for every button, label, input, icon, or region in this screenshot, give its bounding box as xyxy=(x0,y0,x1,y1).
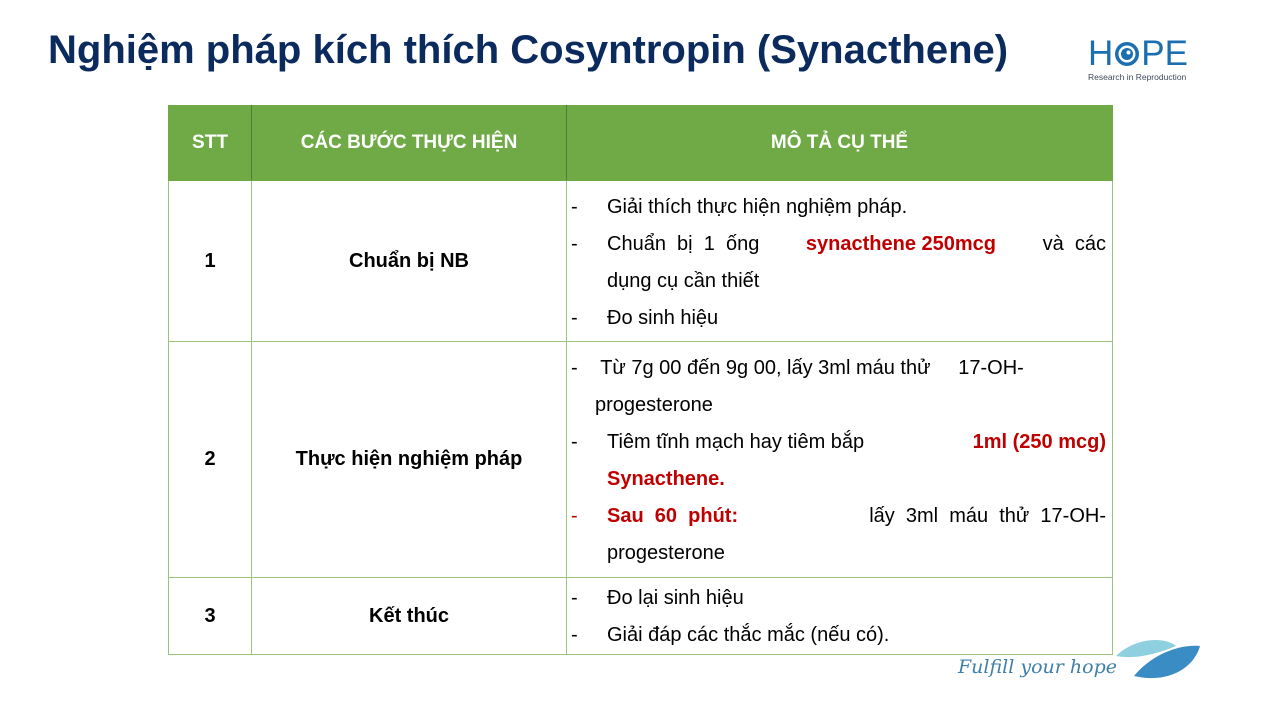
item-text: Giải thích thực hiện nghiệm pháp. xyxy=(607,196,908,218)
hope-logo xyxy=(1088,36,1208,86)
header-stt: STT xyxy=(169,106,252,181)
tagline: Fulfill your hope xyxy=(958,656,1117,678)
item-text: Sau 60 phút: lấy 3ml máu thử 17-OH- progesterone xyxy=(607,498,1106,572)
logo-wordmark xyxy=(1088,36,1188,71)
list-item xyxy=(571,498,1106,572)
logo-letters-pe: PE xyxy=(1141,34,1188,73)
list-item xyxy=(571,226,1106,300)
eye-icon xyxy=(1114,41,1140,67)
table-row xyxy=(169,181,1113,342)
bullet-dash: - xyxy=(571,505,578,527)
row-number: 2 xyxy=(169,342,252,578)
step-description xyxy=(567,342,1113,578)
step-name: Thực hiện nghiệm pháp xyxy=(252,342,567,578)
list-item xyxy=(571,300,1106,337)
header-desc: MÔ TẢ CỤ THỂ xyxy=(567,106,1113,181)
highlight-text: Sau 60 phút: xyxy=(607,505,739,527)
slide-title: Nghiệm pháp kích thích Cosyntropin (Synacthene) xyxy=(48,28,1009,72)
list-item xyxy=(571,424,1106,498)
bullet-dash: - xyxy=(571,587,578,609)
list-item xyxy=(571,189,1106,226)
bullet-dash: - xyxy=(571,431,578,453)
step-description xyxy=(567,578,1113,655)
item-text: Đo lại sinh hiệu xyxy=(607,587,744,609)
list-item xyxy=(571,350,1106,424)
item-text: Giải đáp các thắc mắc (nếu có). xyxy=(607,624,890,646)
logo-subtitle: Research in Reproduction xyxy=(1088,72,1187,82)
leaf-logo-icon xyxy=(1114,636,1204,684)
row-number: 1 xyxy=(169,181,252,342)
table-row xyxy=(169,578,1113,655)
bullet-dash: - xyxy=(571,307,578,329)
logo-letters-h: H xyxy=(1088,34,1114,73)
row-number: 3 xyxy=(169,578,252,655)
bullet-dash: - xyxy=(571,233,578,255)
bullet-dash: - xyxy=(571,624,578,646)
bullet-dash: - xyxy=(571,196,578,218)
item-text: Tiêm tĩnh mạch hay tiêm bắp 1ml (250 mcg) Synacthene. xyxy=(607,424,1106,498)
header-step: CÁC BƯỚC THỰC HIỆN xyxy=(252,106,567,181)
item-text: Từ 7g 00 đến 9g 00, lấy 3ml máu thử 17-OH- progesterone xyxy=(595,357,1024,416)
list-item xyxy=(571,617,1106,654)
table-row xyxy=(169,342,1113,578)
procedure-table xyxy=(168,105,1113,655)
step-name: Chuẩn bị NB xyxy=(252,181,567,342)
highlight-text: synacthene 250mcg xyxy=(805,233,997,255)
table-header-row xyxy=(169,106,1113,181)
step-description xyxy=(567,181,1113,342)
item-text: Chuẩn bị 1 ống synacthene 250mcg và các dụng cụ cần thiết xyxy=(607,226,1106,300)
highlight-text: 1ml (250 mcg) xyxy=(972,431,1106,453)
item-text: Đo sinh hiệu xyxy=(607,307,719,329)
list-item xyxy=(571,580,1106,617)
bullet-dash: - xyxy=(571,357,578,379)
step-name: Kết thúc xyxy=(252,578,567,655)
